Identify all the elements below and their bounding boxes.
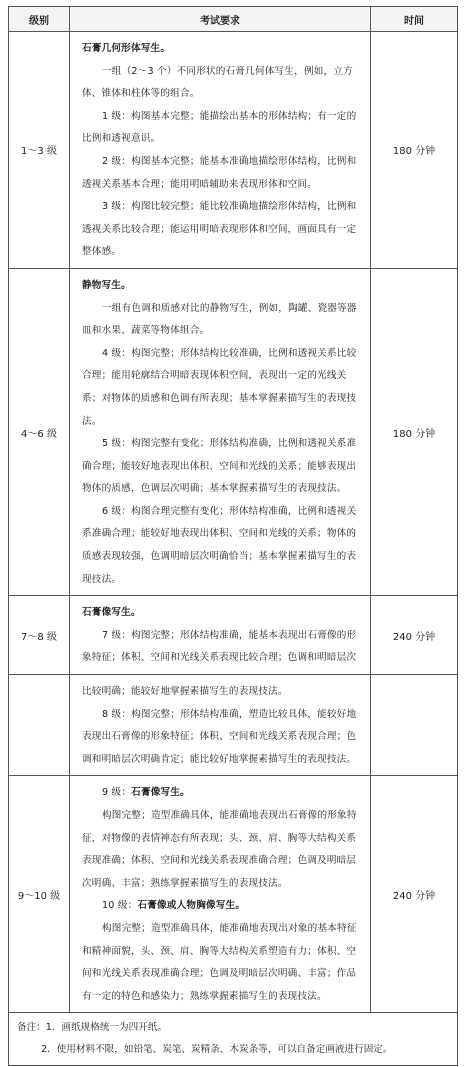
paragraph: 5 级：构图完整有变化；形体结构准确，比例和透视关系准确合理；能较好地表现出体积、空间和光线的关系；能够表现出物体的质感，色调层次明确；基本掌握素描写生的表现技法。 (82, 438, 357, 495)
header-requirements: 考试要求 (70, 7, 371, 32)
section-title: 静物写生。 (82, 279, 131, 291)
requirements-cell (70, 32, 371, 269)
paragraph: 8 级：构图完整；形体结构准确，塑造比较具体，能较好地表现出石膏像的形象特征；体积、空间和光线关系表现合理；色调和明暗层次明确肯定；能比较好地掌握素描写生的表现技法。 (82, 708, 357, 765)
table-row (9, 675, 458, 776)
note-line-2: 2．使用材料不限，如铅笔、炭笔、炭精条、木炭条等，可以自备定画液进行固定。 (41, 1044, 393, 1056)
time-cell: 180 分钟 (371, 268, 458, 595)
level-cell: 1～3 级 (9, 32, 70, 269)
header-time: 时间 (371, 7, 458, 32)
sub-title: 石膏像写生。 (131, 787, 190, 799)
paragraph: 一组（2～3 个）不同形状的石膏几何体写生，例如，立方体、锥体和柱体等的组合。 (82, 65, 353, 100)
header-level: 级别 (9, 7, 70, 32)
sub-prefix: 9 级： (102, 787, 132, 799)
paragraph: 4 级：构图完整；形体结构比较准确，比例和透视关系比较合理；能用轮廓结合明暗表现体积空间，表现出一定的光线关系；对物体的质感和色调有所表现；基本掌握素描写生的表现技法。 (82, 347, 357, 427)
sub-title: 石膏像或人物胸像写生。 (137, 900, 246, 912)
table-row (9, 32, 458, 269)
notes-row (9, 1013, 458, 1066)
paragraph: 构图完整；造型准确具体，能准确地表现出对象的基本特征和精神面貌，头、颈、肩、胸等大结构关系塑造有力；体积、空间和光线关系表现准确合理；色调及明暗层次明确、丰富；作品有一定的特色和感染力；熟练掌握素描写生的表现技法。 (82, 922, 357, 1002)
table-row (9, 776, 458, 1013)
time-cell: 240 分钟 (371, 776, 458, 1013)
time-cell: 180 分钟 (371, 32, 458, 269)
level-cell: 7～8 级 (9, 596, 70, 675)
paragraph: 7 级：构图完整；形体结构准确，能基本表现出石膏像的形象特征；体积、空间和光线关系表现比较合理；色调和明暗层次 (82, 629, 357, 664)
requirements-cell (70, 268, 371, 595)
level-cell: 4～6 级 (9, 268, 70, 595)
exam-requirements-table (8, 6, 458, 1066)
level-cell: 9～10 级 (9, 776, 70, 1013)
paragraph: 比较明确；能较好地掌握素描写生的表现技法。 (82, 686, 288, 698)
sub-heading (82, 895, 364, 918)
paragraph: 2 级：构图基本完整；能基本准确地描绘形体结构，比例和透视关系基本合理；能用明暗辅助来表现形体和空间。 (82, 155, 357, 190)
section-title: 石膏几何形体写生。 (82, 43, 171, 54)
section-title: 石膏像写生。 (82, 607, 141, 619)
sub-prefix: 10 级： (102, 900, 138, 912)
time-cell (371, 675, 458, 776)
table-header-row (9, 7, 458, 32)
level-cell (9, 675, 70, 776)
paragraph: 1 级：构图基本完整；能描绘出基本的形体结构；有一定的比例和透视意识。 (82, 110, 357, 145)
requirements-cell (70, 675, 371, 776)
note-line-1: 备注：1．画纸规格统一为四开纸。 (17, 1022, 168, 1034)
paragraph: 一组有色调和质感对比的静物写生，例如，陶罐、瓷器等器皿和水果、蔬菜等物体组合。 (82, 302, 357, 337)
sub-heading (82, 782, 364, 805)
requirements-cell (70, 776, 371, 1013)
requirements-cell (70, 596, 371, 675)
paragraph: 3 级：构图比较完整；能比较准确地描绘形体结构，比例和透视关系比较合理；能运用明暗表现形体和空间，画面具有一定整体感。 (82, 201, 357, 258)
notes-cell (9, 1013, 458, 1066)
paragraph: 构图完整；造型准确具体，能准确地表现出石膏像的形象特征，对物像的表情神态有所表现；头、颈、肩、胸等大结构关系表现准确；体积、空间和光线关系表现准确合理；色调及明暗层次明确、丰富；熟练掌握素描写生的表现技法。 (82, 810, 357, 889)
table-row (9, 596, 458, 675)
time-cell: 240 分钟 (371, 596, 458, 675)
paragraph: 6 级：构图合理完整有变化；形体结构准确，比例和透视关系准确合理；能较好地表现出体积、空间和光线的关系；物体的质感表现较强，色调明暗层次明确恰当；基本掌握素描写生的表现技法。 (82, 505, 357, 585)
table-row (9, 268, 458, 595)
